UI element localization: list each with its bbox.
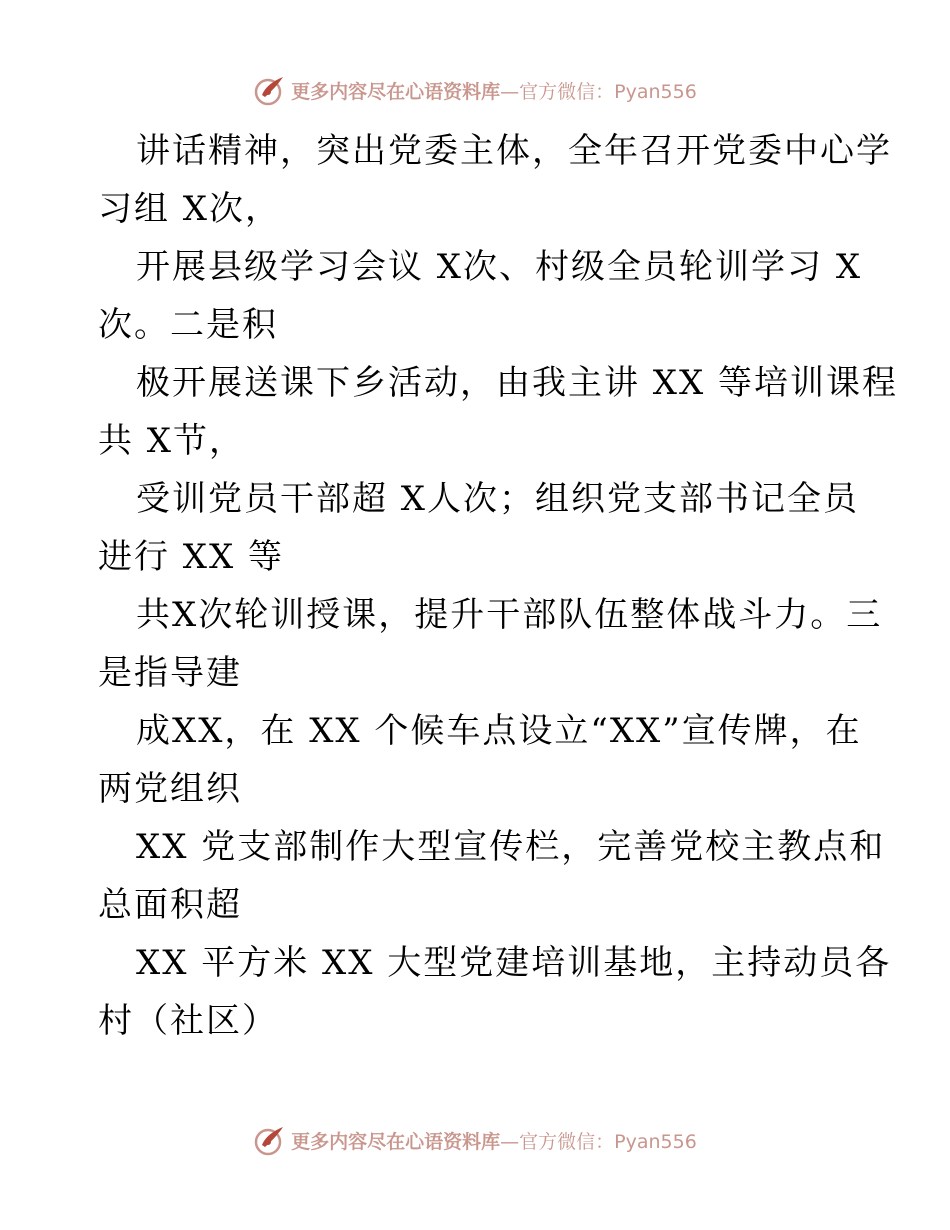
quill-circle-icon bbox=[253, 1123, 287, 1157]
text-line: 进行 XX 等 bbox=[98, 537, 285, 577]
header-watermark bbox=[0, 72, 950, 108]
text-line: 共X次轮训授课，提升干部队伍整体战斗力。三 bbox=[136, 595, 883, 635]
text-line: XX 平方米 XX 大型党建培训基地，主持动员各 bbox=[136, 943, 892, 983]
text-line: 共 X节， bbox=[98, 421, 246, 461]
watermark-main-text: 更多内容尽在心语资料库 bbox=[291, 1130, 501, 1153]
text-line: 成XX，在 XX 个候车点设立“XX”宣传牌，在 bbox=[136, 711, 862, 751]
text-line: 讲话精神，突出党委主体，全年召开党委中心学 bbox=[136, 131, 892, 171]
footer-watermark bbox=[0, 1122, 950, 1158]
text-line: 极开展送课下乡活动，由我主讲 XX 等培训课程 bbox=[136, 363, 899, 403]
text-line: 习组 X次， bbox=[98, 189, 282, 229]
quill-circle-icon bbox=[253, 73, 287, 107]
text-line: 总面积超 bbox=[98, 885, 242, 925]
text-line: 受训党员干部超 X人次；组织党支部书记全员 bbox=[136, 479, 860, 519]
document-body bbox=[98, 122, 899, 1050]
watermark-sub-text: —官方微信：Pyan556 bbox=[500, 1130, 697, 1153]
text-line: 两党组织 bbox=[98, 769, 242, 809]
text-line: 村（社区） bbox=[98, 1001, 278, 1041]
watermark-main-text: 更多内容尽在心语资料库 bbox=[291, 80, 501, 103]
text-line: 是指导建 bbox=[98, 653, 242, 693]
watermark-sub-text: —官方微信：Pyan556 bbox=[500, 80, 697, 103]
text-line: 次。二是积 bbox=[98, 305, 278, 345]
text-line: 开展县级学习会议 X次、村级全员轮训学习 X bbox=[136, 247, 863, 287]
text-line: XX 党支部制作大型宣传栏，完善党校主教点和 bbox=[136, 827, 886, 867]
